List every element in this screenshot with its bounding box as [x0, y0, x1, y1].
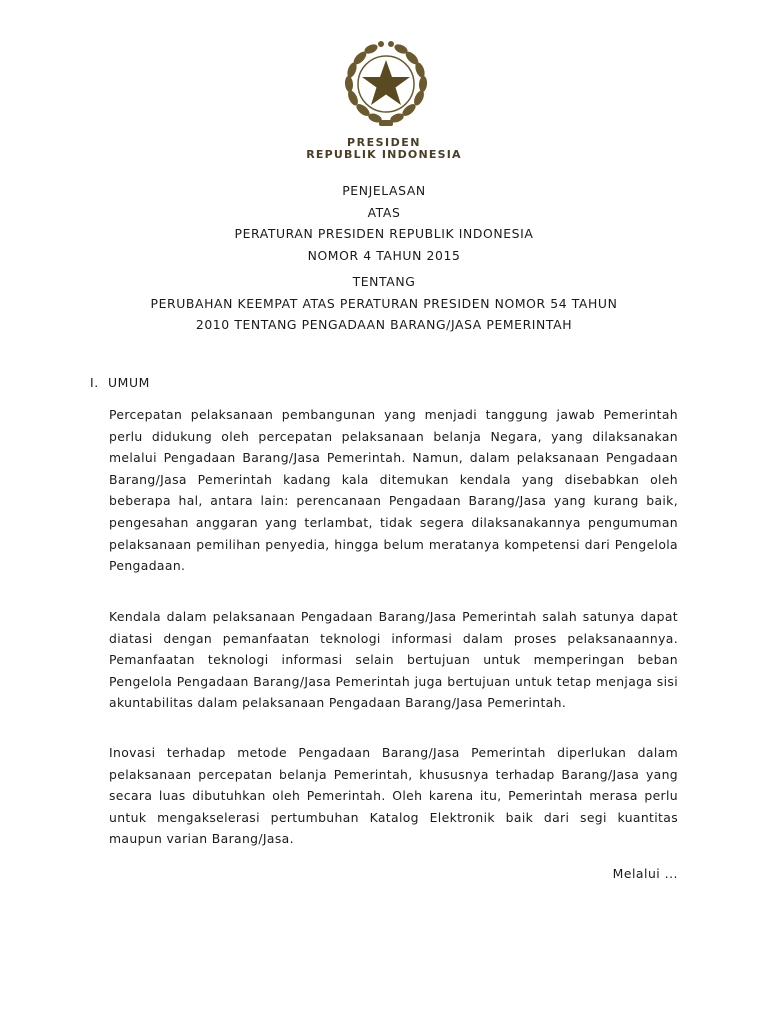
title-line-penjelasan: PENJELASAN — [342, 183, 426, 198]
document-title-block — [60, 180, 708, 336]
garuda-emblem-icon — [339, 36, 433, 130]
office-title-line-2: REPUBLIK INDONESIA — [306, 148, 462, 161]
title-line-subject-2: 2010 TENTANG PENGADAAN BARANG/JASA PEMERINTAH — [195, 317, 573, 332]
paragraph: Percepatan pelaksanaan pembangunan yang menjadi tanggung jawab Pemerintah perlu didukung oleh percepatan pelaksanaan belanja Negara, yang dilaksanakan melalui Pengadaan Barang/Jasa Pemerintah. Namun, dalam pelaksanaan Pengadaan Barang/Jasa Pemerintah kadang kala ditemukan kendala yang disebabkan oleh beberapa hal, antara lain: perencanaan Pengadaan Barang/Jasa yang kurang baik, pengesahan anggaran yang terlambat, tidak segera dilaksanakannya pengumuman pelaksanaan pemilihan penyedia, hingga belum meratanya kompetensi dari Pengelola Pengadaan. — [109, 407, 678, 574]
section-heading-text: UMUM — [108, 375, 150, 390]
page-continuation-text: Melalui ... — [612, 866, 678, 881]
title-line-tentang: TENTANG — [352, 274, 416, 289]
title-line-atas: ATAS — [367, 204, 401, 220]
section-heading — [90, 375, 150, 390]
paragraph: Inovasi terhadap metode Pengadaan Barang/Jasa Pemerintah diperlukan dalam pelaksanaan percepatan belanja Pemerintah, khususnya terhadap Barang/Jasa yang secara luas dibutuhkan oleh Pemerintah. Oleh karena itu, Pemerintah merasa perlu untuk mengakselerasi pertumbuhan Katalog Elektronik baik dari segi kuantitas maupun varian Barang/Jasa. — [109, 745, 678, 847]
title-line-regulation: PERATURAN PRESIDEN REPUBLIK INDONESIA — [234, 226, 534, 241]
title-line-number-year: NOMOR 4 TAHUN 2015 — [307, 247, 461, 263]
paragraph: Kendala dalam pelaksanaan Pengadaan Barang/Jasa Pemerintah salah satunya dapat diatasi dengan pemanfaatan teknologi informasi dalam proses pelaksanaannya. Pemanfaatan teknologi informasi selain bertujuan untuk memperingan beban Pengelola Pengadaan Barang/Jasa Pemerintah juga bertujuan untuk tetap menjaga sisi akuntabilitas dalam pelaksanaan Pengadaan Barang/Jasa Pemerintah. — [109, 609, 678, 711]
office-title-line-1: PRESIDEN — [347, 136, 421, 149]
emblem-svg — [339, 36, 433, 130]
title-line-subject-1: PERUBAHAN KEEMPAT ATAS PERATURAN PRESIDEN NOMOR 54 TAHUN — [150, 295, 618, 311]
section-number: I. — [90, 375, 99, 390]
